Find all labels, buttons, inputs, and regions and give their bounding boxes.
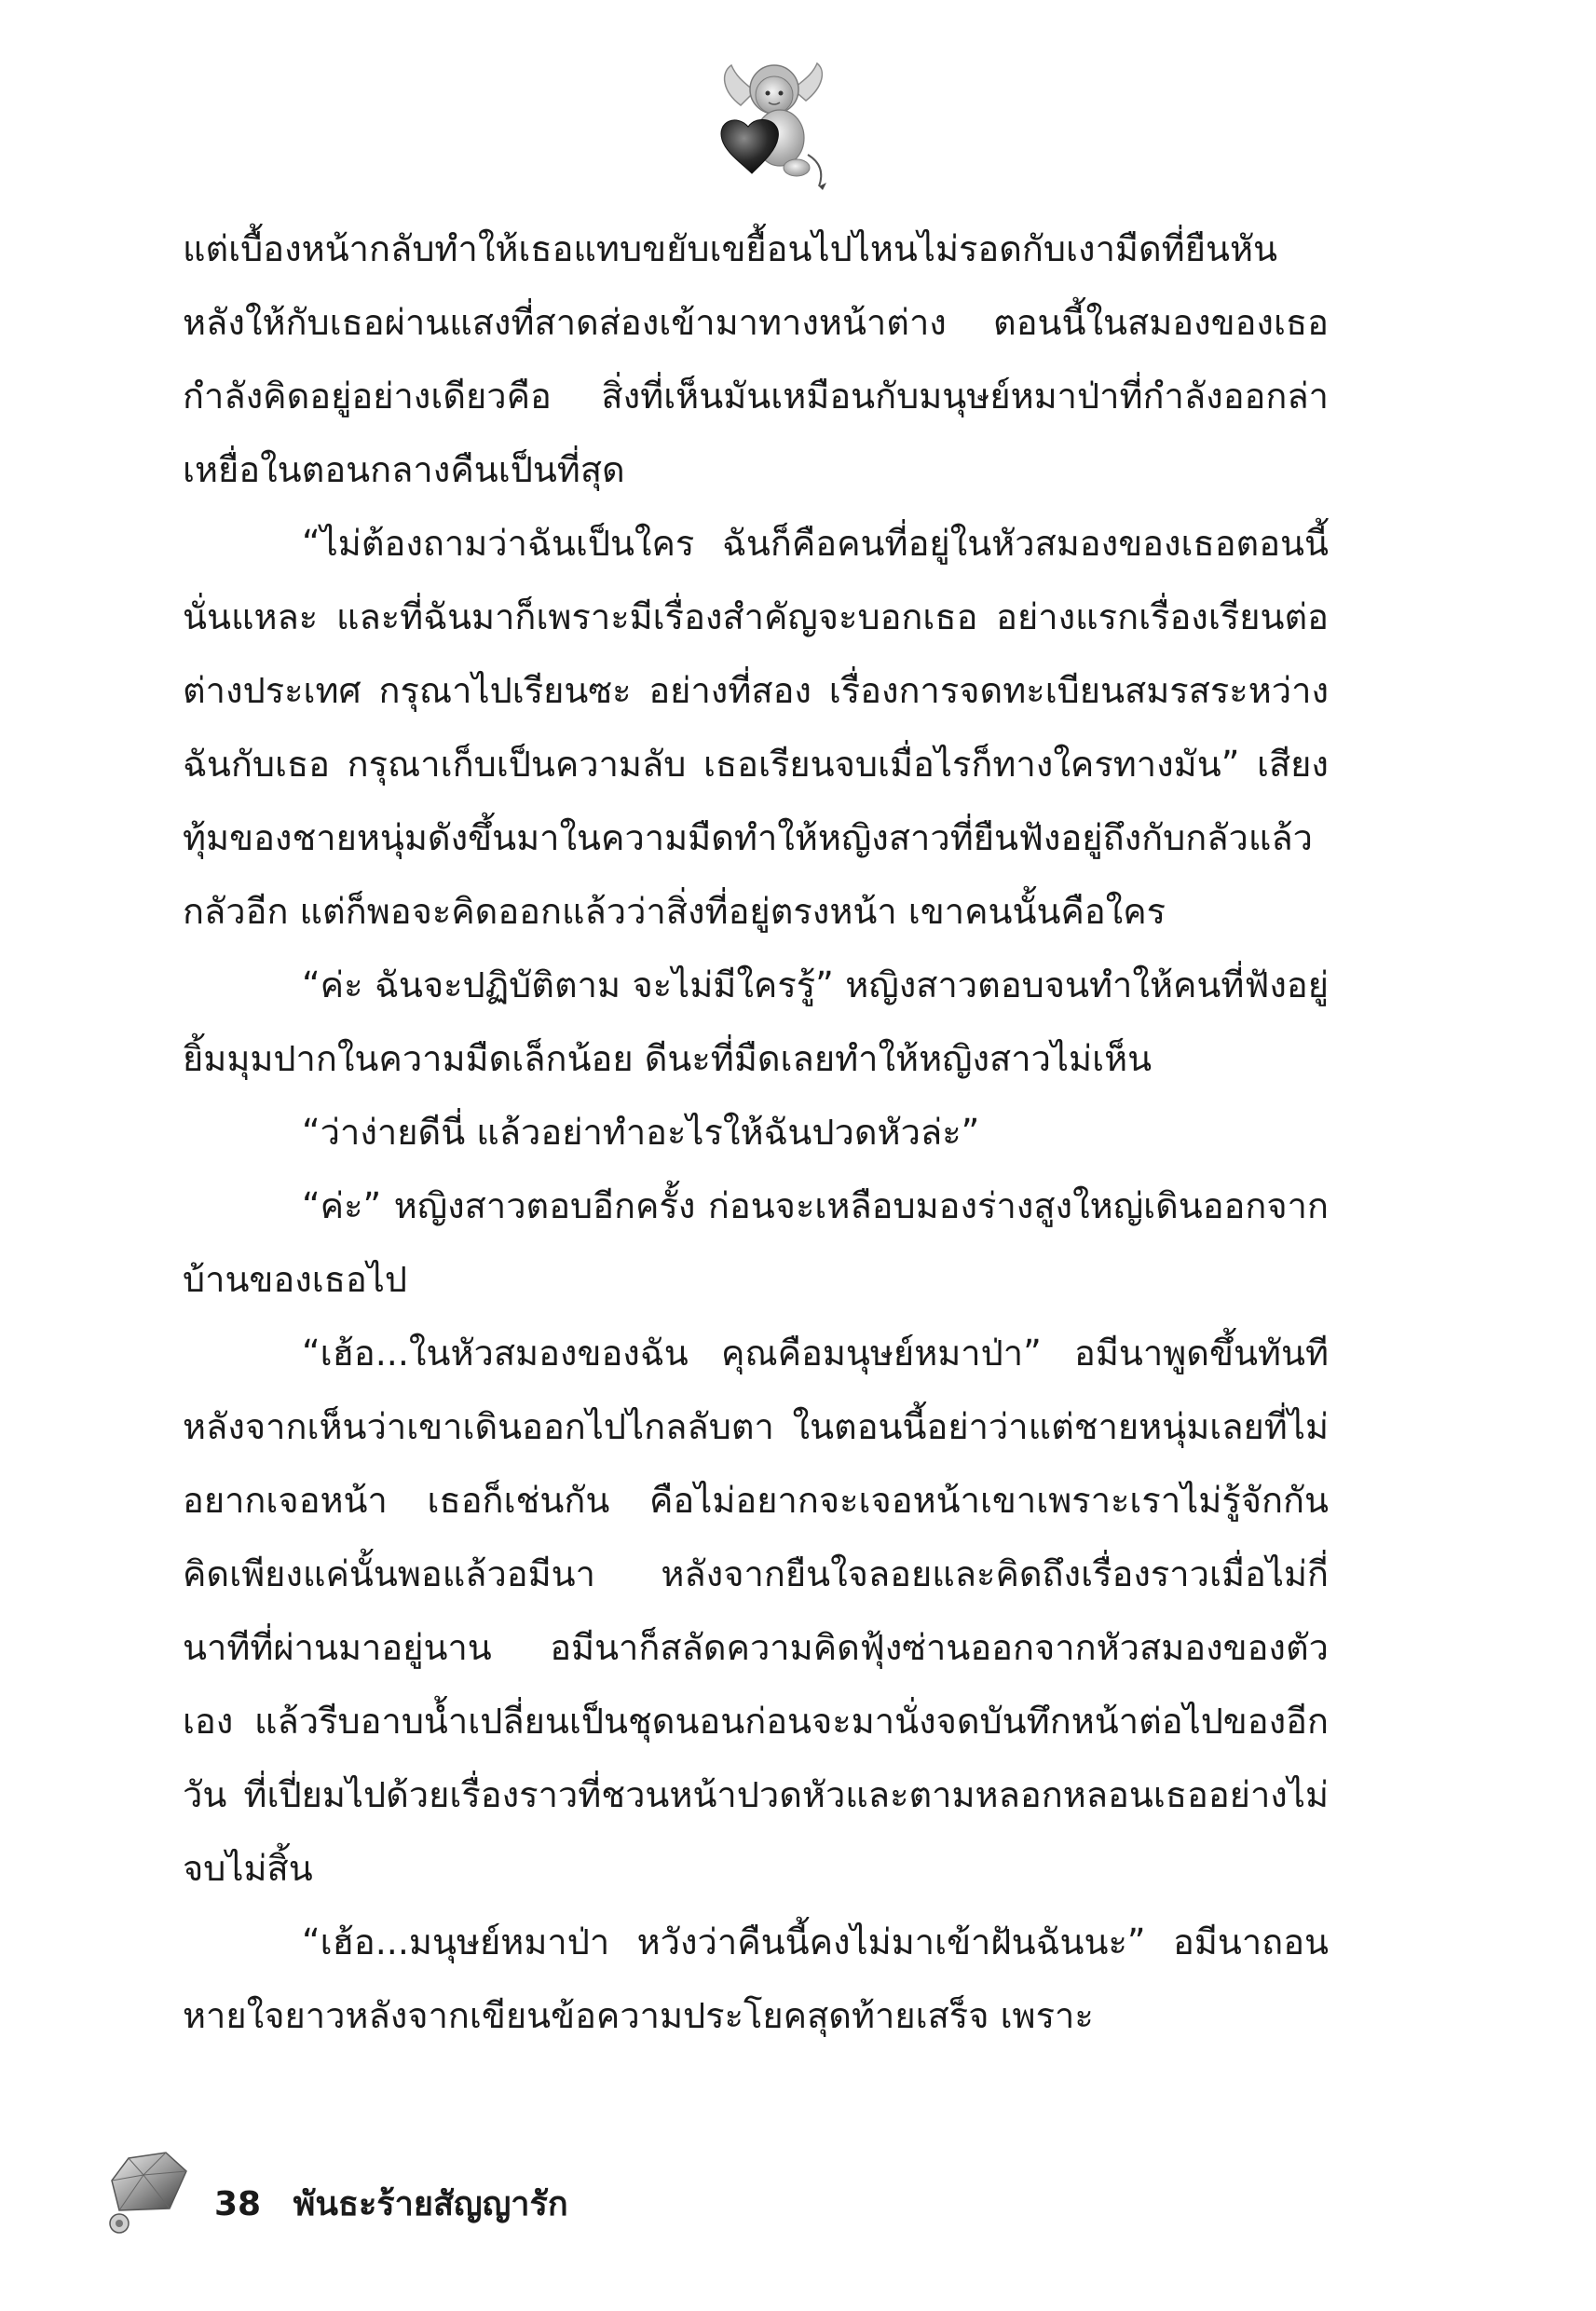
- chapter-body-text: [183, 212, 1329, 2053]
- paragraph: “เฮ้อ...ในหัวสมองของฉัน คุณคือมนุษย์หมาป่า” อมีนาพูดขึ้นทันทีหลังจากเห็นว่าเขาเดินออกไปไกลลับตา ในตอนนี้อย่าว่าแต่ชายหนุ่มเลยที่ไม่อยากเจอหน้า เธอก็เช่นกัน คือไม่อยากจะเจอหน้าเขาเพราะเราไม่รู้จักกัน คิดเพียงแค่นั้นพอแล้วอมีนา หลังจากยืนใจลอยและคิดถึงเรื่องราวเมื่อไม่กี่นาทีที่ผ่านมาอยู่นาน อมีนาก็สลัดความคิดฟุ้งซ่านออกจากหัวสมองของตัวเอง แล้วรีบอาบน้ำเปลี่ยนเป็นชุดนอนก่อนจะมานั่งจดบันทึกหน้าต่อไปของอีกวัน ที่เปี่ยมไปด้วยเรื่องราวที่ชวนหน้าปวดหัวและตามหลอกหลอนเธออย่างไม่จบไม่สิ้น: [183, 1333, 1329, 1889]
- paragraph: “เฮ้อ...มนุษย์หมาป่า หวังว่าคืนนี้คงไม่มาเข้าฝันฉันนะ” อมีนาถอนหายใจยาวหลังจากเขียนข้อความประโยคสุดท้ายเสร็จ เพราะ: [183, 1921, 1329, 2036]
- paragraph: “ไม่ต้องถามว่าฉันเป็นใคร ฉันก็คือคนที่อยู่ในหัวสมองของเธอตอนนี้นั่นแหละ และที่ฉันมาก็เพราะมีเรื่องสำคัญจะบอกเธอ อย่างแรกเรื่องเรียนต่อต่างประเทศ กรุณาไปเรียนซะ อย่างที่สอง เรื่องการจดทะเบียนสมรสระหว่างฉันกับเธอ กรุณาเก็บเป็นความลับ เธอเรียนจบเมื่อไรก็ทางใครทางมัน” เสียงทุ้มของชายหนุ่มดังขึ้นมาในความมืดทำให้หญิงสาวที่ยืนฟังอยู่ถึงกับกลัวแล้วกลัวอีก แต่ก็พอจะคิดออกแล้วว่าสิ่งที่อยู่ตรงหน้า เขาคนนั้นคือใคร: [183, 523, 1329, 932]
- page-footer: [93, 2143, 839, 2246]
- page-number: 38: [214, 2185, 262, 2223]
- diamond-gem-icon: [101, 2143, 194, 2236]
- cupid-with-heart-icon: [703, 54, 843, 194]
- paragraph: แต่เบื้องหน้ากลับทำให้เธอแทบขยับเขยื้อนไปไหนไม่รอดกับเงามืดที่ยืนหันหลังให้กับเธอผ่านแสงที่สาดส่องเข้ามาทางหน้าต่าง ตอนนี้ในสมองของเธอกำลังคิดอยู่อย่างเดียวคือ สิ่งที่เห็นมันเหมือนกับมนุษย์หมาป่าที่กำลังออกล่าเหยื่อในตอนกลางคืนเป็นที่สุด: [183, 228, 1329, 490]
- footer-text: [214, 2177, 568, 2230]
- paragraph: “ว่าง่ายดีนี่ แล้วอย่าทำอะไรให้ฉันปวดหัวล่ะ”: [302, 1112, 980, 1153]
- book-title: พันธะร้ายสัญญารัก: [293, 2185, 568, 2223]
- paragraph: “ค่ะ” หญิงสาวตอบอีกครั้ง ก่อนจะเหลือบมองร่างสูงใหญ่เดินออกจากบ้านของเธอไป: [183, 1185, 1329, 1300]
- paragraph: “ค่ะ ฉันจะปฏิบัติตาม จะไม่มีใครรู้” หญิงสาวตอบจนทำให้คนที่ฟังอยู่ยิ้มมุมปากในความมืดเล็กน้อย ดีนะที่มืดเลยทำให้หญิงสาวไม่เห็น: [183, 964, 1329, 1079]
